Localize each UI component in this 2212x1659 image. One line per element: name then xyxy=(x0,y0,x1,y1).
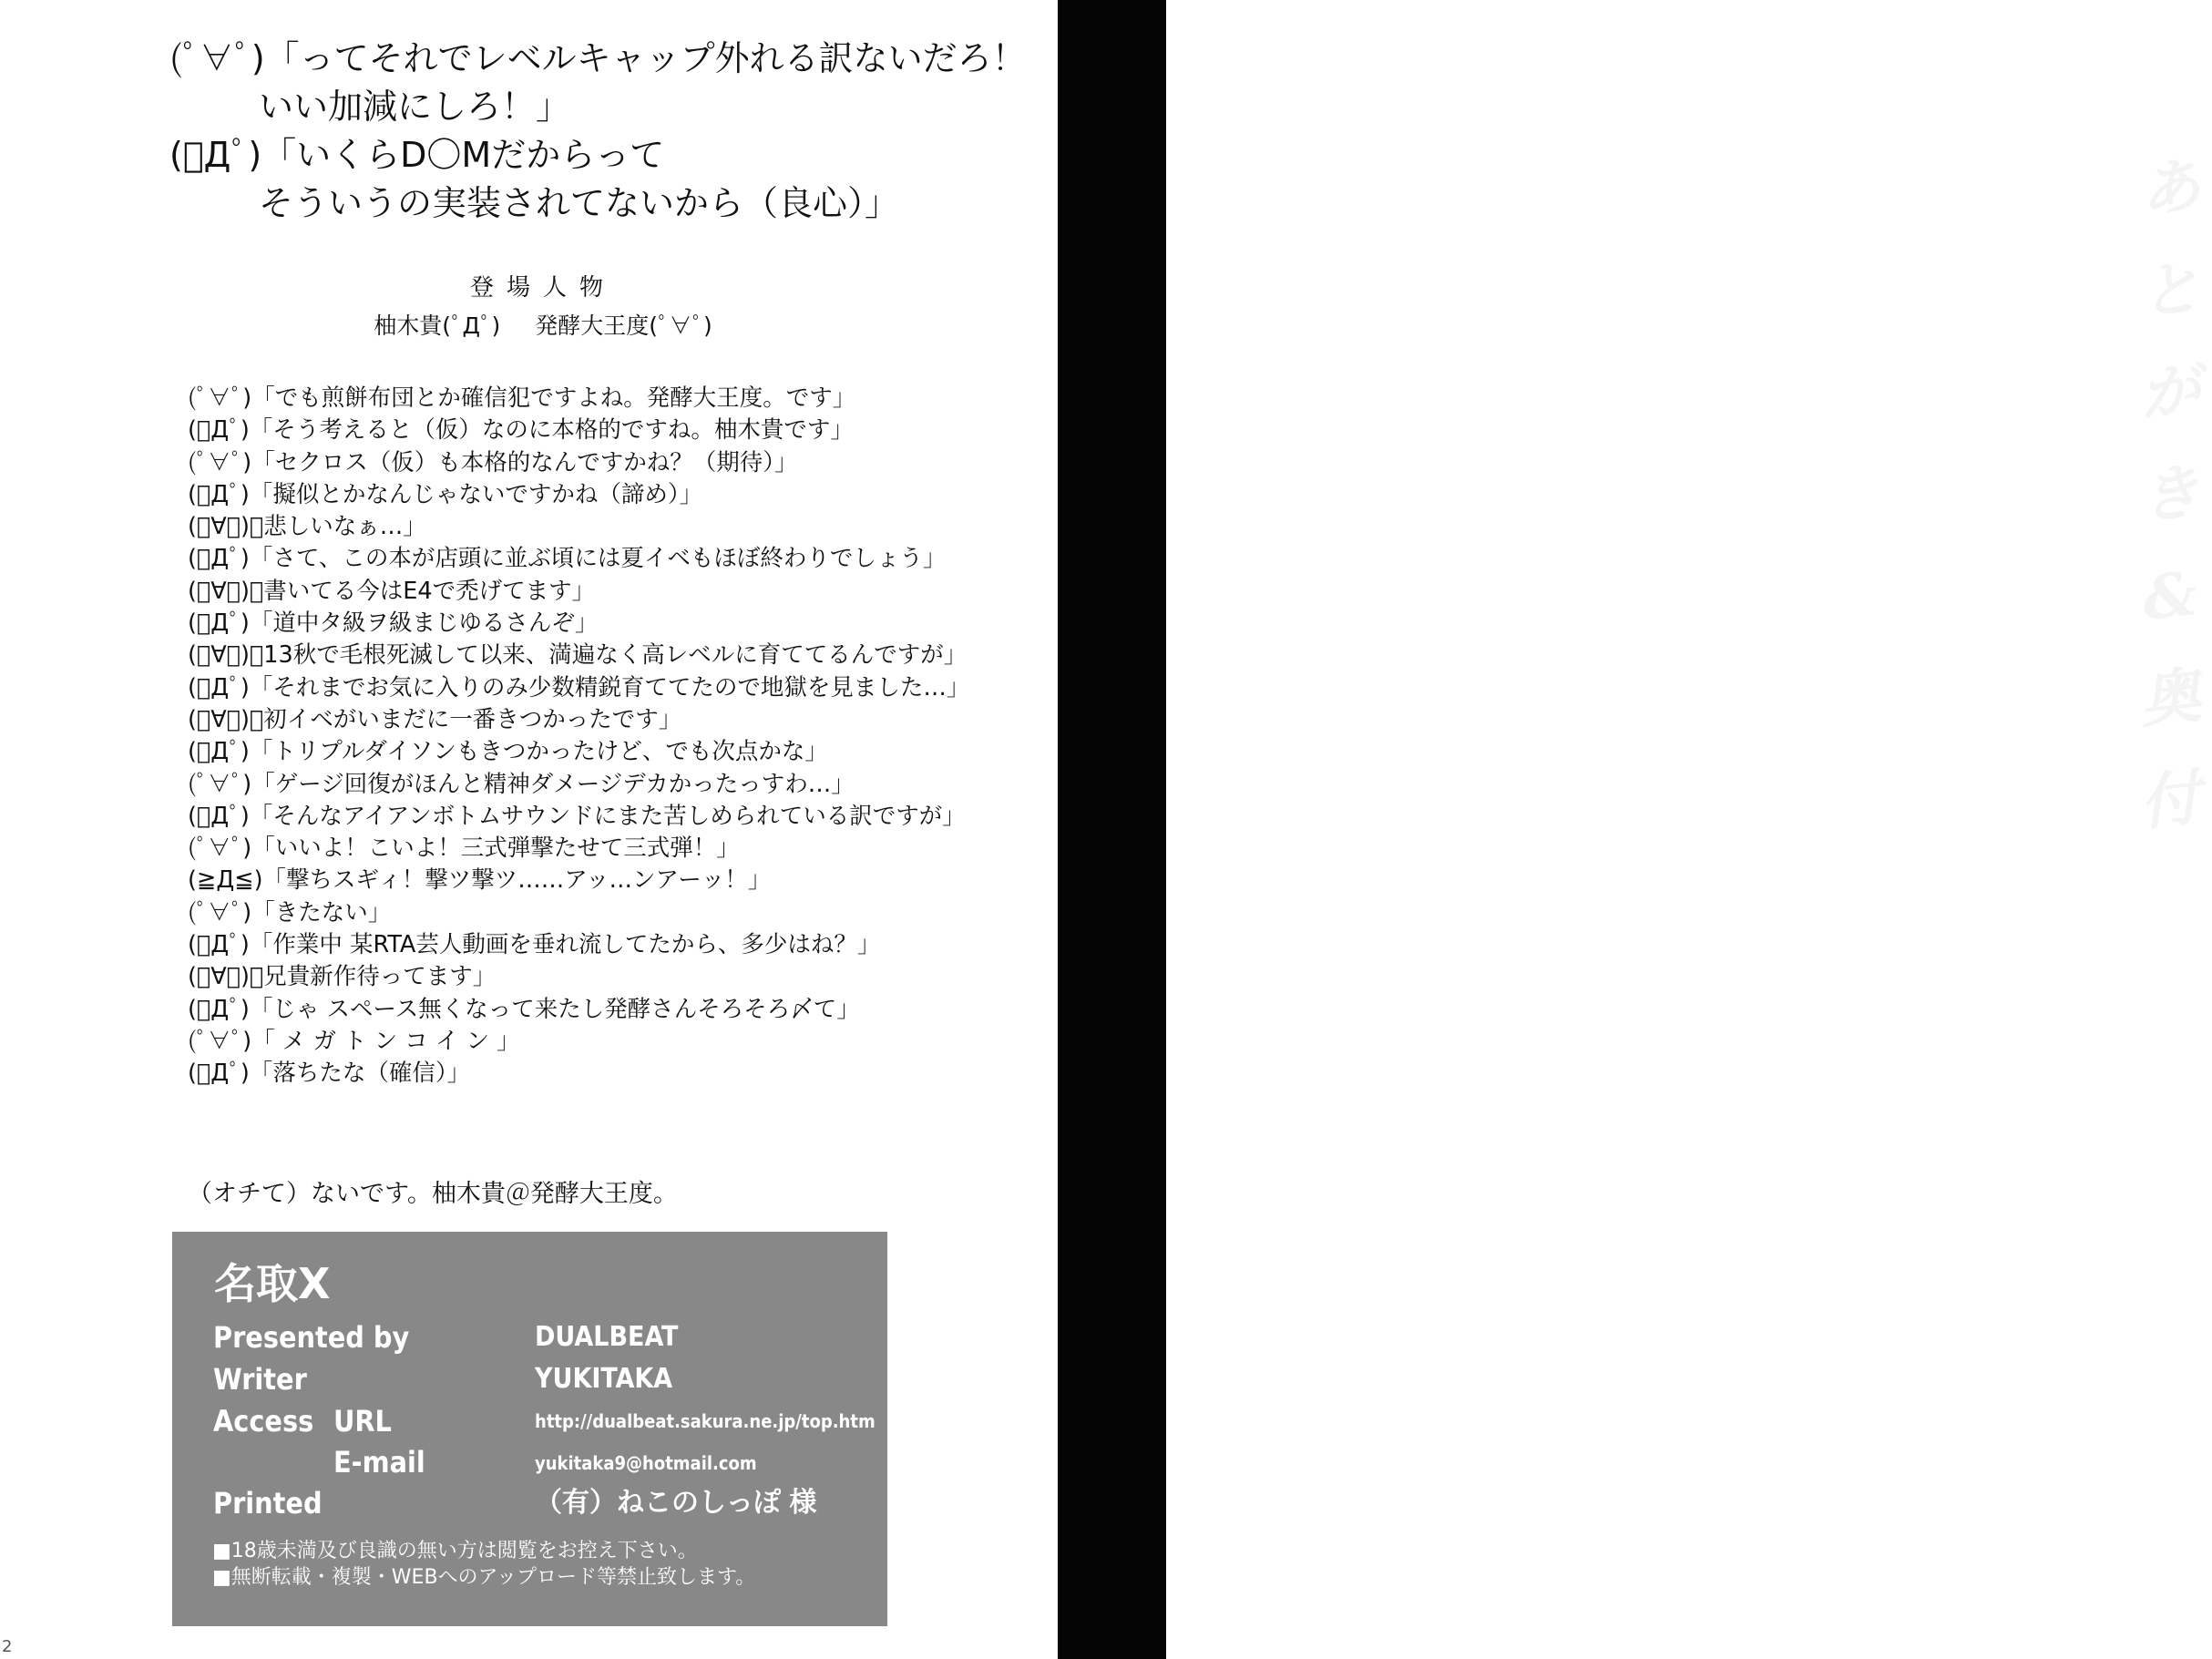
writer-value: YUKITAKA xyxy=(535,1363,673,1395)
side-title-char: あ xyxy=(2136,148,2204,227)
intro-line: (ﾟ∀ﾟ)「ってそれでレベルキャップ外れる訳ないだろ！ xyxy=(169,38,1027,78)
side-title-char: が xyxy=(2136,353,2204,431)
notice-line: ■無断転載・複製・WEBへのアップロード等禁止致します。 xyxy=(212,1566,756,1589)
side-title-char: 奥 xyxy=(2136,659,2204,737)
dialogue-line: (ﾟ∀ﾟ)「 メ ガ ト ン コ イ ン 」 xyxy=(188,1027,520,1055)
page-number: 2 xyxy=(2,1637,13,1656)
dialogue-line: (ﾟ∀ﾟ)「でも煎餅布団とか確信犯ですよね。発酵大王度。です」 xyxy=(188,384,856,412)
intro-line: (ﾟДﾟ)「いくらD〇Mだからって xyxy=(169,135,665,175)
url-value: http://dualbeat.sakura.ne.jp/top.htm xyxy=(535,1410,876,1432)
email-label: E-mail xyxy=(333,1445,425,1480)
side-title-band xyxy=(1058,0,2204,1659)
dialogue-line: (ﾟДﾟ)「道中タ級ヲ級まじゆるさんぞ」 xyxy=(188,609,599,638)
side-title-afterword-colophon xyxy=(2128,137,2212,851)
url-label: URL xyxy=(333,1404,392,1439)
dialogue-line: (ﾟ∀ﾟ)「セクロス（仮）も本格的なんですかね？（期待）」 xyxy=(188,448,798,476)
dialogue-line: (ﾟДﾟ)「そんなアイアンボトムサウンドにまた苦しめられている訳ですが」 xyxy=(188,802,966,830)
dialogue-line: (ﾟ∀ﾟ)「いいよ！こいよ！三式弾撃たせて三式弾！」 xyxy=(188,835,740,863)
dialogue-line: (ﾟДﾟ)「作業中 某RTA芸人動画を垂れ流してたから、多少はね？」 xyxy=(188,931,881,959)
dialogue-line: (ﾟ∀ﾟ)「きたない」 xyxy=(188,898,392,927)
access-label: Access xyxy=(213,1404,314,1439)
cast-names: 柚木貴(ﾟДﾟ) 発酵大王度(ﾟ∀ﾟ) xyxy=(374,312,712,339)
dialogue-line: (ﾟДﾟ)「そう考えると（仮）なのに本格的ですね。柚木貴です」 xyxy=(188,416,854,445)
dialogue-line: (ﾟДﾟ)「トリプルダイソンもきつかったけど、でも次点かな」 xyxy=(188,738,828,766)
dialogue-line: (ﾟДﾟ)「じゃ スペース無くなって来たし発酵さんそろそろ〆て」 xyxy=(188,995,860,1023)
notice xyxy=(212,1538,755,1591)
dialogue-line: (ﾟДﾟ)「落ちたな（確信）」 xyxy=(188,1060,471,1088)
side-title-char: 付 xyxy=(2136,761,2204,839)
email-value: yukitaka9@hotmail.com xyxy=(535,1452,757,1474)
dialogue-line: (ﾟДﾟ)「擬似とかなんじゃないですかね（諦め）」 xyxy=(188,480,703,508)
intro-line: そういうの実装されてないから（良心）」 xyxy=(259,183,900,223)
side-title-char: & xyxy=(2139,558,2201,634)
dialogue-line: (ﾟДﾟ)「それまでお気に入りのみ少数精鋭育ててたので地獄を見ました…」 xyxy=(188,673,970,701)
closing-line: （オチて）ないです。柚木貴＠発酵大王度。 xyxy=(188,1180,678,1208)
dialogue-line: (ﾟ∀ﾟ)「悲しいなぁ…」 xyxy=(188,513,426,541)
dialogue-line: (ﾟ∀ﾟ)「ゲージ回復がほんと精神ダメージデカかったっすわ…」 xyxy=(188,770,855,798)
presented-label: Presented by xyxy=(213,1320,410,1355)
book-title: 名取X xyxy=(214,1259,331,1308)
dialogue-line: (ﾟ∀ﾟ)「初イベがいまだに一番きつかったです」 xyxy=(188,705,682,733)
dialogue-line: (ﾟДﾟ)「さて、この本が店頭に並ぶ頃には夏イベもほぼ終わりでしょう」 xyxy=(188,545,947,573)
notice-line: ■18歳未満及び良識の無い方は閲覧をお控え下さい。 xyxy=(212,1540,698,1562)
cast-section xyxy=(169,269,917,345)
side-title-char: と xyxy=(2136,251,2204,329)
dialogue-line: (ﾟ∀ﾟ)「書いてる今はE4で禿げてます」 xyxy=(188,577,596,605)
dialogue-line: (ﾟ∀ﾟ)「13秋で毛根死滅して以来、満遍なく高レベルに育ててるんですが」 xyxy=(188,641,968,670)
dialogue-line: (ﾟ∀ﾟ)「兄貴新作待ってます」 xyxy=(188,963,497,991)
dialogue-line: (≧Д≦)「撃ちスギィ！撃ツ撃ツ……アッ…ンアーッ！」 xyxy=(188,866,772,895)
writer-label: Writer xyxy=(213,1362,307,1397)
printed-label: Printed xyxy=(213,1486,323,1521)
printed-value: （有）ねこのしっぽ 様 xyxy=(535,1487,817,1519)
side-title-char: き xyxy=(2136,455,2204,533)
colophon-box xyxy=(172,1232,887,1626)
intro-line: いい加減にしろ！」 xyxy=(259,87,571,127)
intro-dialogue xyxy=(169,35,1044,228)
presented-value: DUALBEAT xyxy=(535,1321,679,1353)
cast-heading: 登場人物 xyxy=(469,274,616,302)
dialogue-list xyxy=(188,383,1053,1091)
